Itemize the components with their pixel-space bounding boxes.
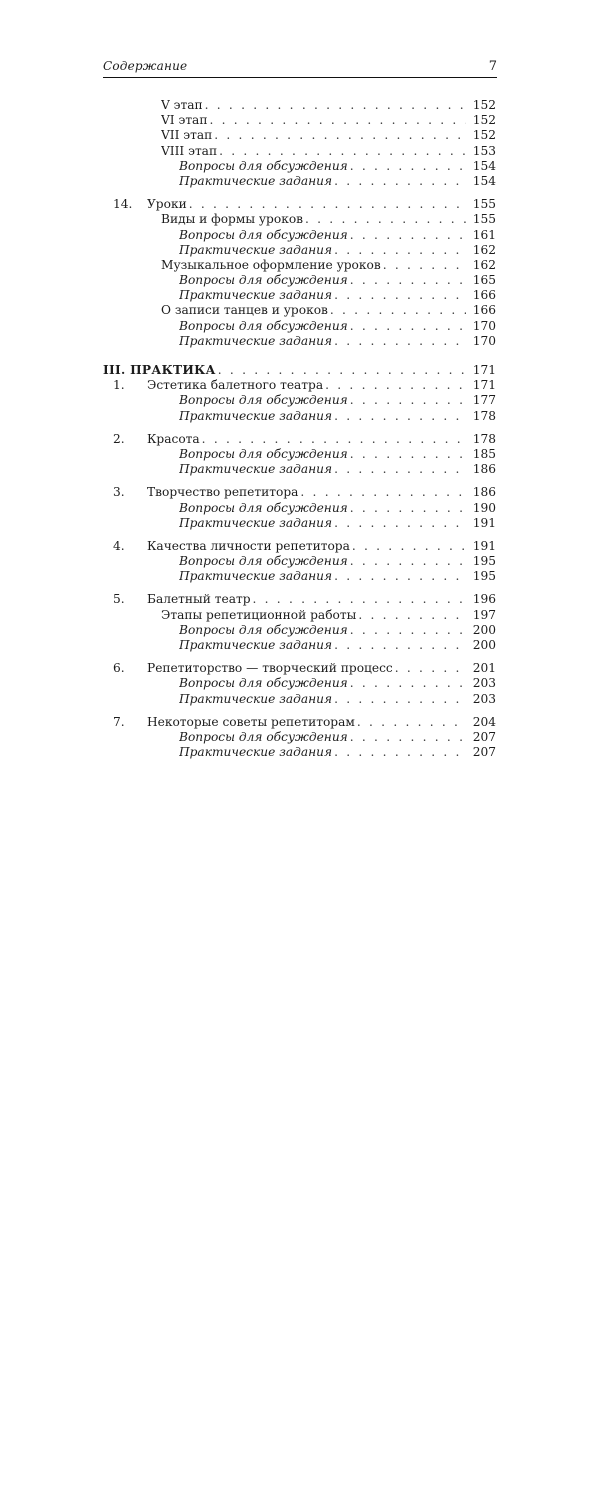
toc-leader-line xyxy=(179,273,466,288)
dot-leader xyxy=(334,745,466,760)
table-of-contents xyxy=(103,98,496,760)
dot-leader xyxy=(350,554,466,569)
toc-entry-number: 2. xyxy=(113,431,125,446)
toc-entry-label: Творчество репетитора xyxy=(147,485,299,500)
toc-entry-page: 170 xyxy=(472,318,496,333)
toc-entry-number: 5. xyxy=(113,592,125,607)
toc-entry xyxy=(103,212,496,227)
toc-entry-number: 14. xyxy=(113,197,133,212)
toc-entry-label: Вопросы для обсуждения xyxy=(179,554,348,569)
dot-leader xyxy=(350,623,466,638)
toc-leader-line xyxy=(179,676,466,691)
dot-leader xyxy=(202,432,466,447)
toc-entry-page: 203 xyxy=(472,676,496,691)
toc-leader-line xyxy=(179,745,466,760)
dot-leader xyxy=(305,212,466,227)
toc-leader-line xyxy=(147,378,466,393)
toc-entry-label: Вопросы для обсуждения xyxy=(179,158,348,173)
toc-entry xyxy=(103,258,496,273)
toc-entry-label: Вопросы для обсуждения xyxy=(179,227,348,242)
toc-leader-line xyxy=(161,212,466,227)
toc-spacer xyxy=(103,707,496,715)
dot-leader xyxy=(334,288,466,303)
toc-entry xyxy=(103,592,496,607)
dot-leader xyxy=(350,730,466,745)
dot-leader xyxy=(350,228,466,243)
toc-entry-page: 207 xyxy=(472,729,496,744)
toc-entry-page: 195 xyxy=(472,569,496,584)
toc-entry-page: 153 xyxy=(472,143,496,158)
toc-entry-label: Вопросы для обсуждения xyxy=(179,318,348,333)
toc-entry xyxy=(103,378,496,393)
toc-entry-page: 186 xyxy=(472,462,496,477)
toc-entry xyxy=(103,393,496,408)
toc-entry xyxy=(103,730,496,745)
toc-entry-label: Практические задания xyxy=(179,691,333,706)
toc-entry-page: 155 xyxy=(472,197,496,212)
toc-entry-label: Красота xyxy=(147,431,200,446)
toc-entry-label: Практические задания xyxy=(179,569,333,584)
toc-entry-page: 171 xyxy=(472,378,496,393)
dot-leader xyxy=(218,363,466,378)
toc-spacer xyxy=(103,189,496,197)
toc-entry-label: V этап xyxy=(161,98,203,112)
toc-leader-line xyxy=(179,623,466,638)
dot-leader xyxy=(300,485,466,500)
toc-entry-label: Этапы репетиционной работы xyxy=(161,607,357,622)
dot-leader xyxy=(350,393,466,408)
toc-entry xyxy=(103,288,496,303)
toc-entry xyxy=(103,363,496,378)
toc-entry-label: III. ПРАКТИКА xyxy=(103,363,216,377)
dot-leader xyxy=(334,334,466,349)
toc-leader-line xyxy=(147,715,466,730)
toc-entry-page: 196 xyxy=(472,592,496,607)
dot-leader xyxy=(334,409,466,424)
toc-entry-page: 178 xyxy=(472,431,496,446)
toc-entry-page: 154 xyxy=(472,173,496,188)
toc-entry xyxy=(103,676,496,691)
toc-entry-page: 190 xyxy=(472,500,496,515)
dot-leader xyxy=(357,715,466,730)
toc-leader-line xyxy=(179,447,466,462)
toc-leader-line xyxy=(179,730,466,745)
toc-leader-line xyxy=(161,128,466,143)
toc-leader-line xyxy=(147,539,466,554)
toc-entry-label: Вопросы для обсуждения xyxy=(179,500,348,515)
toc-entry-page: 170 xyxy=(472,333,496,348)
dot-leader xyxy=(189,197,466,212)
toc-leader-line xyxy=(179,569,466,584)
toc-spacer xyxy=(103,531,496,539)
toc-entry-page: 200 xyxy=(472,638,496,652)
toc-leader-line xyxy=(147,197,466,212)
running-header xyxy=(103,59,497,77)
toc-entry-page: 155 xyxy=(472,212,496,227)
dot-leader xyxy=(358,608,466,623)
toc-entry-label: Практические задания xyxy=(179,173,333,188)
toc-leader-line xyxy=(179,409,466,424)
toc-leader-line xyxy=(147,661,466,676)
toc-entry-page: 200 xyxy=(472,622,496,637)
toc-entry-label: Балетный театр xyxy=(147,592,251,607)
toc-entry-page: 201 xyxy=(472,661,496,676)
toc-entry-page: 162 xyxy=(472,257,496,272)
toc-entry xyxy=(103,715,496,730)
toc-spacer xyxy=(103,584,496,592)
toc-entry-label: Музыкальное оформление уроков xyxy=(161,257,381,272)
toc-entry-page: 178 xyxy=(472,408,496,423)
page-number: 7 xyxy=(488,59,497,74)
toc-entry xyxy=(103,745,496,760)
toc-spacer xyxy=(103,349,496,363)
toc-entry-page: 152 xyxy=(472,98,496,112)
toc-entry-page: 204 xyxy=(472,714,496,729)
toc-leader-line xyxy=(161,144,466,159)
toc-entry-page: 165 xyxy=(472,273,496,288)
toc-entry-page: 166 xyxy=(472,303,496,318)
toc-leader-line xyxy=(179,243,466,258)
toc-entry-label: Вопросы для обсуждения xyxy=(179,446,348,461)
toc-leader-line xyxy=(147,485,466,500)
dot-leader xyxy=(334,692,466,707)
toc-entry xyxy=(103,197,496,212)
running-title: Содержание xyxy=(103,59,188,73)
toc-entry-page: 161 xyxy=(472,227,496,242)
toc-leader-line xyxy=(179,228,466,243)
toc-entry-label: Репетиторство — творческий процесс xyxy=(147,661,393,676)
dot-leader xyxy=(330,303,466,318)
dot-leader xyxy=(334,462,466,477)
toc-leader-line xyxy=(161,258,466,273)
toc-entry xyxy=(103,447,496,462)
dot-leader xyxy=(350,447,466,462)
dot-leader xyxy=(350,159,466,174)
toc-entry xyxy=(103,432,496,447)
toc-entry-number: 6. xyxy=(113,661,125,676)
toc-entry-label: Вопросы для обсуждения xyxy=(179,729,348,744)
toc-entry-page: 207 xyxy=(472,745,496,760)
toc-entry-label: Некоторые советы репетиторам xyxy=(147,714,355,729)
toc-entry-label: Практические задания xyxy=(179,288,333,303)
toc-entry-number: 4. xyxy=(113,538,125,553)
toc-entry xyxy=(103,608,496,623)
toc-entry xyxy=(103,128,496,143)
toc-entry-label: Виды и формы уроков xyxy=(161,212,304,227)
toc-entry-page: 177 xyxy=(472,393,496,408)
toc-entry xyxy=(103,228,496,243)
toc-leader-line xyxy=(103,363,466,378)
toc-entry-page: 152 xyxy=(472,113,496,128)
toc-entry-label: VI этап xyxy=(161,113,208,128)
toc-entry-label: Вопросы для обсуждения xyxy=(179,622,348,637)
toc-entry xyxy=(103,174,496,189)
toc-entry-label: Уроки xyxy=(147,197,187,212)
header-rule xyxy=(103,77,497,78)
toc-entry xyxy=(103,485,496,500)
toc-entry-number: 1. xyxy=(113,378,125,393)
toc-leader-line xyxy=(179,174,466,189)
toc-leader-line xyxy=(179,288,466,303)
toc-leader-line xyxy=(179,393,466,408)
toc-leader-line xyxy=(179,501,466,516)
toc-leader-line xyxy=(161,98,466,113)
toc-entry xyxy=(103,462,496,477)
dot-leader xyxy=(334,569,466,584)
toc-entry-label: Практические задания xyxy=(179,462,333,477)
dot-leader xyxy=(334,243,466,258)
toc-entry-page: 191 xyxy=(472,515,496,530)
toc-entry-number: 3. xyxy=(113,485,125,500)
dot-leader xyxy=(219,144,466,159)
toc-entry xyxy=(103,334,496,349)
toc-entry xyxy=(103,319,496,334)
toc-leader-line xyxy=(179,638,466,653)
toc-leader-line xyxy=(179,516,466,531)
toc-entry-page: 195 xyxy=(472,554,496,569)
toc-entry-page: 185 xyxy=(472,446,496,461)
toc-entry xyxy=(103,569,496,584)
toc-entry xyxy=(103,98,496,113)
toc-entry xyxy=(103,273,496,288)
toc-entry-label: VIII этап xyxy=(161,143,218,158)
toc-spacer xyxy=(103,424,496,432)
toc-entry-page: 186 xyxy=(472,485,496,500)
dot-leader xyxy=(214,128,466,143)
toc-entry-label: Эстетика балетного театра xyxy=(147,378,324,393)
dot-leader xyxy=(205,98,466,113)
toc-entry xyxy=(103,516,496,531)
toc-entry-label: Вопросы для обсуждения xyxy=(179,676,348,691)
toc-entry-page: 171 xyxy=(472,363,496,377)
toc-entry xyxy=(103,159,496,174)
dot-leader xyxy=(383,258,466,273)
toc-leader-line xyxy=(161,113,466,128)
dot-leader xyxy=(209,113,466,128)
dot-leader xyxy=(350,273,466,288)
toc-leader-line xyxy=(161,303,466,318)
toc-entry-page: 197 xyxy=(472,607,496,622)
toc-entry-label: Практические задания xyxy=(179,745,333,760)
dot-leader xyxy=(395,661,466,676)
toc-entry-label: Практические задания xyxy=(179,333,333,348)
toc-entry xyxy=(103,409,496,424)
toc-entry-page: 191 xyxy=(472,538,496,553)
toc-leader-line xyxy=(147,432,466,447)
dot-leader xyxy=(334,174,466,189)
toc-entry-label: Практические задания xyxy=(179,408,333,423)
toc-leader-line xyxy=(161,608,466,623)
toc-entry-label: Практические задания xyxy=(179,242,333,257)
toc-leader-line xyxy=(179,554,466,569)
toc-entry-page: 166 xyxy=(472,288,496,303)
toc-entry-page: 154 xyxy=(472,158,496,173)
toc-entry xyxy=(103,144,496,159)
toc-entry-page: 203 xyxy=(472,691,496,706)
toc-entry-label: О записи танцев и уроков xyxy=(161,303,328,318)
dot-leader xyxy=(253,592,466,607)
toc-entry-page: 162 xyxy=(472,242,496,257)
toc-spacer xyxy=(103,653,496,661)
toc-entry xyxy=(103,539,496,554)
dot-leader xyxy=(352,539,466,554)
toc-entry xyxy=(103,692,496,707)
toc-entry-label: Практические задания xyxy=(179,638,333,652)
toc-entry-label: Практические задания xyxy=(179,515,333,530)
toc-leader-line xyxy=(147,592,466,607)
dot-leader xyxy=(350,501,466,516)
toc-entry-label: VII этап xyxy=(161,128,213,143)
dot-leader xyxy=(334,516,466,531)
toc-leader-line xyxy=(179,319,466,334)
toc-leader-line xyxy=(179,692,466,707)
dot-leader xyxy=(325,378,466,393)
toc-entry xyxy=(103,303,496,318)
toc-entry xyxy=(103,243,496,258)
toc-entry-page: 152 xyxy=(472,128,496,143)
toc-entry-label: Качества личности репетитора xyxy=(147,538,350,553)
toc-leader-line xyxy=(179,462,466,477)
toc-entry-label: Вопросы для обсуждения xyxy=(179,393,348,408)
dot-leader xyxy=(350,319,466,334)
toc-entry xyxy=(103,638,496,653)
toc-entry xyxy=(103,661,496,676)
toc-entry-number: 7. xyxy=(113,714,125,729)
toc-leader-line xyxy=(179,334,466,349)
toc-entry-label: Вопросы для обсуждения xyxy=(179,273,348,288)
toc-entry xyxy=(103,554,496,569)
dot-leader xyxy=(334,638,466,653)
toc-entry xyxy=(103,501,496,516)
dot-leader xyxy=(350,676,466,691)
toc-entry xyxy=(103,113,496,128)
toc-leader-line xyxy=(179,159,466,174)
toc-spacer xyxy=(103,477,496,485)
toc-entry xyxy=(103,623,496,638)
